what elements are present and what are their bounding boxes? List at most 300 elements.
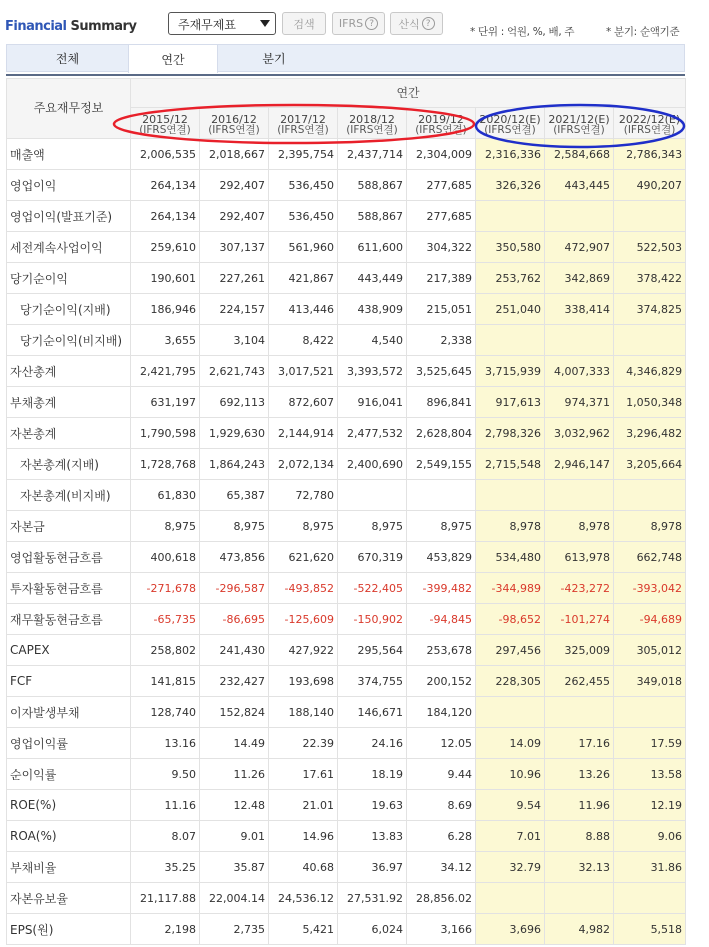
table-cell: 4,007,333	[545, 356, 614, 387]
table-cell: 427,922	[269, 635, 338, 666]
period-label: 2021/12(E)	[548, 112, 610, 126]
corner-header: 주요재무정보	[7, 79, 131, 139]
table-cell: 193,698	[269, 666, 338, 697]
table-cell	[476, 325, 545, 356]
table-cell: 24,536.12	[269, 883, 338, 914]
table-cell: -493,852	[269, 573, 338, 604]
table-cell: 61,830	[131, 480, 200, 511]
tab-annual[interactable]: 연간	[128, 45, 218, 73]
table-cell: 1,790,598	[131, 418, 200, 449]
basis-label: (IFRS연결)	[415, 123, 467, 136]
table-cell: 13.16	[131, 728, 200, 759]
basis-label: (IFRS연결)	[277, 123, 329, 136]
row-label: 투자활동현금흐름	[7, 573, 131, 604]
table-row	[7, 418, 686, 449]
table-cell: 916,041	[338, 387, 407, 418]
table-cell: 2,621,743	[200, 356, 269, 387]
period-label: 2017/12	[280, 112, 326, 126]
table-cell: 65,387	[200, 480, 269, 511]
table-cell: 453,829	[407, 542, 476, 573]
table-cell: -101,274	[545, 604, 614, 635]
ifrs-help-button[interactable]	[332, 12, 385, 35]
period-tabs	[6, 44, 685, 72]
table-cell: 36.97	[338, 852, 407, 883]
question-icon: ?	[365, 17, 378, 30]
table-cell	[614, 883, 686, 914]
table-cell: 22.39	[269, 728, 338, 759]
section-title	[5, 19, 136, 34]
table-cell: 4,540	[338, 325, 407, 356]
table-cell	[545, 201, 614, 232]
basis-label: (IFRS연결)	[553, 123, 605, 136]
table-cell: 2,715,548	[476, 449, 545, 480]
table-cell: 217,389	[407, 263, 476, 294]
table-cell: 917,613	[476, 387, 545, 418]
table-cell: 35.87	[200, 852, 269, 883]
table-cell: 374,755	[338, 666, 407, 697]
table-cell: 14.96	[269, 821, 338, 852]
table-row	[7, 449, 686, 480]
table-row	[7, 821, 686, 852]
table-cell: 872,607	[269, 387, 338, 418]
table-cell: 188,140	[269, 697, 338, 728]
table-cell: -393,042	[614, 573, 686, 604]
table-cell: 3,393,572	[338, 356, 407, 387]
table-cell: 3,296,482	[614, 418, 686, 449]
table-cell: 561,960	[269, 232, 338, 263]
row-label: 자본금	[7, 511, 131, 542]
table-cell: 2,198	[131, 914, 200, 945]
table-cell: 10.96	[476, 759, 545, 790]
row-label: 자본총계(비지배)	[7, 480, 131, 511]
table-cell: 152,824	[200, 697, 269, 728]
table-cell: 24.16	[338, 728, 407, 759]
table-cell: 241,430	[200, 635, 269, 666]
table-cell: -296,587	[200, 573, 269, 604]
table-cell: 232,427	[200, 666, 269, 697]
period-header	[407, 108, 476, 139]
table-cell: 8,975	[269, 511, 338, 542]
period-label: 2022/12(E)	[618, 112, 681, 126]
table-row	[7, 604, 686, 635]
table-row	[7, 139, 686, 170]
table-cell	[476, 883, 545, 914]
table-cell: 11.16	[131, 790, 200, 821]
title-financial: Financial	[5, 19, 67, 34]
formula-help-button[interactable]	[390, 12, 443, 35]
table-cell: 3,525,645	[407, 356, 476, 387]
table-cell: 326,326	[476, 170, 545, 201]
table-cell: 8,978	[476, 511, 545, 542]
table-cell	[614, 325, 686, 356]
table-cell: 522,503	[614, 232, 686, 263]
period-header	[545, 108, 614, 139]
row-label: 자본유보율	[7, 883, 131, 914]
table-cell: 670,319	[338, 542, 407, 573]
table-cell	[476, 697, 545, 728]
table-row	[7, 232, 686, 263]
table-cell: 32.79	[476, 852, 545, 883]
table-cell: 2,477,532	[338, 418, 407, 449]
table-row	[7, 759, 686, 790]
table-row	[7, 790, 686, 821]
table-cell: 6,024	[338, 914, 407, 945]
table-cell: 12.05	[407, 728, 476, 759]
period-header	[614, 108, 686, 139]
table-cell	[614, 201, 686, 232]
table-cell: 534,480	[476, 542, 545, 573]
table-cell: 14.49	[200, 728, 269, 759]
table-cell: 2,735	[200, 914, 269, 945]
table-cell: 443,449	[338, 263, 407, 294]
row-label: ROA(%)	[7, 821, 131, 852]
table-cell: 4,346,829	[614, 356, 686, 387]
tabs-divider	[6, 74, 685, 76]
annual-group-header: 연간	[131, 79, 686, 108]
table-cell: 2,338	[407, 325, 476, 356]
ifrs-button-label: IFRS	[338, 17, 364, 30]
table-cell: 27,531.92	[338, 883, 407, 914]
table-cell: 473,856	[200, 542, 269, 573]
table-cell: -98,652	[476, 604, 545, 635]
table-cell: 374,825	[614, 294, 686, 325]
table-cell: 2,421,795	[131, 356, 200, 387]
table-cell: 2,006,535	[131, 139, 200, 170]
row-label: 세전계속사업이익	[7, 232, 131, 263]
row-label: 재무활동현금흐름	[7, 604, 131, 635]
table-cell: 186,946	[131, 294, 200, 325]
table-cell: 400,618	[131, 542, 200, 573]
basis-label: (IFRS연결)	[484, 123, 536, 136]
table-cell: 338,414	[545, 294, 614, 325]
table-row	[7, 542, 686, 573]
table-cell: 9.54	[476, 790, 545, 821]
table-cell: 443,445	[545, 170, 614, 201]
table-cell	[476, 480, 545, 511]
table-row	[7, 697, 686, 728]
tab-all[interactable]: 전체	[55, 52, 80, 66]
table-cell: 184,120	[407, 697, 476, 728]
table-cell	[338, 480, 407, 511]
row-label: 자본총계	[7, 418, 131, 449]
table-cell: 1,929,630	[200, 418, 269, 449]
period-header	[269, 108, 338, 139]
formula-button-label: 산식	[398, 17, 420, 31]
table-cell: 2,316,336	[476, 139, 545, 170]
table-cell: 5,518	[614, 914, 686, 945]
table-cell: 2,144,914	[269, 418, 338, 449]
table-cell: -344,989	[476, 573, 545, 604]
table-cell: 4,982	[545, 914, 614, 945]
table-cell: 13.83	[338, 821, 407, 852]
row-label: 순이익률	[7, 759, 131, 790]
table-cell: 251,040	[476, 294, 545, 325]
row-label: 당기순이익(지배)	[7, 294, 131, 325]
period-header	[338, 108, 407, 139]
table-row	[7, 294, 686, 325]
table-cell: 227,261	[200, 263, 269, 294]
table-cell	[545, 883, 614, 914]
table-cell: 2,628,804	[407, 418, 476, 449]
title-summary: Summary	[70, 19, 137, 34]
table-cell: 3,017,521	[269, 356, 338, 387]
tab-quarterly[interactable]: 분기	[262, 52, 286, 66]
table-row	[7, 573, 686, 604]
table-cell: 9.01	[200, 821, 269, 852]
table-row	[7, 852, 686, 883]
table-cell: 224,157	[200, 294, 269, 325]
table-cell: 6.28	[407, 821, 476, 852]
table-cell: 295,564	[338, 635, 407, 666]
period-label: 2020/12(E)	[479, 112, 541, 126]
table-cell: 277,685	[407, 201, 476, 232]
table-cell: 662,748	[614, 542, 686, 573]
table-cell: 253,678	[407, 635, 476, 666]
table-cell: 2,018,667	[200, 139, 269, 170]
table-cell: 7.01	[476, 821, 545, 852]
table-cell: 215,051	[407, 294, 476, 325]
table-cell: -86,695	[200, 604, 269, 635]
table-cell: 974,371	[545, 387, 614, 418]
table-cell	[614, 480, 686, 511]
table-cell: 3,166	[407, 914, 476, 945]
table-row	[7, 635, 686, 666]
table-cell: 8,975	[407, 511, 476, 542]
table-cell: -94,689	[614, 604, 686, 635]
table-cell: 2,549,155	[407, 449, 476, 480]
table-cell	[545, 480, 614, 511]
table-cell: 8,978	[614, 511, 686, 542]
period-header	[200, 108, 269, 139]
table-cell: 8.88	[545, 821, 614, 852]
table-row	[7, 201, 686, 232]
table-cell: 3,715,939	[476, 356, 545, 387]
table-cell: 262,455	[545, 666, 614, 697]
table-cell: 32.13	[545, 852, 614, 883]
table-cell	[407, 480, 476, 511]
table-cell: 292,407	[200, 170, 269, 201]
table-cell: -125,609	[269, 604, 338, 635]
basis-label: (IFRS연결)	[623, 123, 676, 136]
table-cell: 72,780	[269, 480, 338, 511]
row-label: 자본총계(지배)	[7, 449, 131, 480]
table-cell: 1,050,348	[614, 387, 686, 418]
table-cell: 3,104	[200, 325, 269, 356]
question-icon: ?	[422, 17, 435, 30]
table-cell: 21,117.88	[131, 883, 200, 914]
table-cell: 11.26	[200, 759, 269, 790]
table-cell: 35.25	[131, 852, 200, 883]
table-cell: 3,655	[131, 325, 200, 356]
table-cell: -271,678	[131, 573, 200, 604]
table-cell	[545, 325, 614, 356]
table-cell: -399,482	[407, 573, 476, 604]
table-cell: 8,975	[338, 511, 407, 542]
table-cell: -65,735	[131, 604, 200, 635]
table-row	[7, 914, 686, 945]
table-cell: 141,815	[131, 666, 200, 697]
table-cell: 228,305	[476, 666, 545, 697]
period-header	[131, 108, 200, 139]
table-cell: 2,395,754	[269, 139, 338, 170]
table-cell: 378,422	[614, 263, 686, 294]
table-cell: 536,450	[269, 201, 338, 232]
basis-label: (IFRS연결)	[346, 123, 398, 136]
table-cell: 2,304,009	[407, 139, 476, 170]
table-cell: 264,134	[131, 201, 200, 232]
summary-header	[0, 0, 709, 42]
basis-label: (IFRS연결)	[139, 123, 191, 136]
period-label: 2019/12	[418, 112, 464, 126]
row-label: 부채총계	[7, 387, 131, 418]
table-cell: 277,685	[407, 170, 476, 201]
table-row	[7, 480, 686, 511]
table-cell: 40.68	[269, 852, 338, 883]
table-cell: -150,902	[338, 604, 407, 635]
table-cell: 472,907	[545, 232, 614, 263]
row-label: 영업이익	[7, 170, 131, 201]
table-cell: 342,869	[545, 263, 614, 294]
table-cell: 305,012	[614, 635, 686, 666]
table-cell: 536,450	[269, 170, 338, 201]
table-cell: 12.19	[614, 790, 686, 821]
table-cell: 621,620	[269, 542, 338, 573]
row-label: 매출액	[7, 139, 131, 170]
table-cell: 258,802	[131, 635, 200, 666]
table-cell: 14.09	[476, 728, 545, 759]
table-cell: 264,134	[131, 170, 200, 201]
table-cell: 22,004.14	[200, 883, 269, 914]
table-cell: 200,152	[407, 666, 476, 697]
table-cell: 128,740	[131, 697, 200, 728]
table-cell: 9.44	[407, 759, 476, 790]
table-cell: 3,696	[476, 914, 545, 945]
table-cell: 8,978	[545, 511, 614, 542]
row-label: 당기순이익(비지배)	[7, 325, 131, 356]
period-label: 2015/12	[142, 112, 188, 126]
table-row	[7, 387, 686, 418]
table-cell: 421,867	[269, 263, 338, 294]
unit-note: * 단위 : 억원, %, 배, 주	[470, 26, 575, 38]
table-row	[7, 263, 686, 294]
row-label: FCF	[7, 666, 131, 697]
table-cell: 28,856.02	[407, 883, 476, 914]
table-row	[7, 728, 686, 759]
table-cell: 17.59	[614, 728, 686, 759]
basis-label: (IFRS연결)	[208, 123, 260, 136]
table-cell: 259,610	[131, 232, 200, 263]
table-cell: 3,032,962	[545, 418, 614, 449]
financial-summary-table	[6, 78, 686, 945]
table-cell: 292,407	[200, 201, 269, 232]
table-cell: 9.50	[131, 759, 200, 790]
table-cell: 588,867	[338, 170, 407, 201]
table-row	[7, 883, 686, 914]
search-button[interactable]	[282, 12, 326, 35]
table-cell: 2,946,147	[545, 449, 614, 480]
period-header	[476, 108, 545, 139]
period-label: 2018/12	[349, 112, 395, 126]
table-cell: 3,205,664	[614, 449, 686, 480]
table-cell: 611,600	[338, 232, 407, 263]
table-cell: 21.01	[269, 790, 338, 821]
table-row	[7, 356, 686, 387]
table-cell: 349,018	[614, 666, 686, 697]
table-cell: 350,580	[476, 232, 545, 263]
table-cell: 304,322	[407, 232, 476, 263]
table-cell	[614, 697, 686, 728]
table-cell: 12.48	[200, 790, 269, 821]
table-row	[7, 511, 686, 542]
table-cell: 8.07	[131, 821, 200, 852]
row-label: 영업활동현금흐름	[7, 542, 131, 573]
table-cell: 2,072,134	[269, 449, 338, 480]
table-cell: 2,786,343	[614, 139, 686, 170]
table-cell: 146,671	[338, 697, 407, 728]
table-cell	[476, 201, 545, 232]
table-cell: 2,584,668	[545, 139, 614, 170]
search-button-label: 검색	[293, 17, 315, 31]
row-label: 영업이익(발표기준)	[7, 201, 131, 232]
table-cell	[545, 697, 614, 728]
table-cell: -522,405	[338, 573, 407, 604]
table-cell: -423,272	[545, 573, 614, 604]
table-cell: 2,400,690	[338, 449, 407, 480]
table-cell: -94,845	[407, 604, 476, 635]
select-value: 주재무제표	[178, 18, 236, 32]
table-cell: 8,975	[131, 511, 200, 542]
table-cell: 34.12	[407, 852, 476, 883]
table-row	[7, 325, 686, 356]
chevron-down-icon	[260, 20, 270, 27]
table-cell: 11.96	[545, 790, 614, 821]
table-cell: 490,207	[614, 170, 686, 201]
table-cell: 438,909	[338, 294, 407, 325]
table-cell: 190,601	[131, 263, 200, 294]
table-cell: 8,422	[269, 325, 338, 356]
period-label: 2016/12	[211, 112, 257, 126]
table-row	[7, 170, 686, 201]
table-cell: 297,456	[476, 635, 545, 666]
table-cell: 8.69	[407, 790, 476, 821]
table-cell: 13.26	[545, 759, 614, 790]
table-cell: 2,798,326	[476, 418, 545, 449]
row-label: 이자발생부채	[7, 697, 131, 728]
table-cell: 17.61	[269, 759, 338, 790]
table-cell: 13.58	[614, 759, 686, 790]
table-cell: 18.19	[338, 759, 407, 790]
table-cell: 8,975	[200, 511, 269, 542]
row-label: ROE(%)	[7, 790, 131, 821]
statement-type-select[interactable]	[168, 12, 276, 35]
table-cell: 1,728,768	[131, 449, 200, 480]
row-label: 자산총계	[7, 356, 131, 387]
table-cell: 896,841	[407, 387, 476, 418]
row-label: 당기순이익	[7, 263, 131, 294]
table-cell: 5,421	[269, 914, 338, 945]
row-label: 부채비율	[7, 852, 131, 883]
table-cell: 613,978	[545, 542, 614, 573]
table-cell: 2,437,714	[338, 139, 407, 170]
table-cell: 19.63	[338, 790, 407, 821]
table-cell: 413,446	[269, 294, 338, 325]
table-cell: 17.16	[545, 728, 614, 759]
table-cell: 31.86	[614, 852, 686, 883]
table-cell: 588,867	[338, 201, 407, 232]
table-cell: 692,113	[200, 387, 269, 418]
table-row	[7, 666, 686, 697]
row-label: CAPEX	[7, 635, 131, 666]
